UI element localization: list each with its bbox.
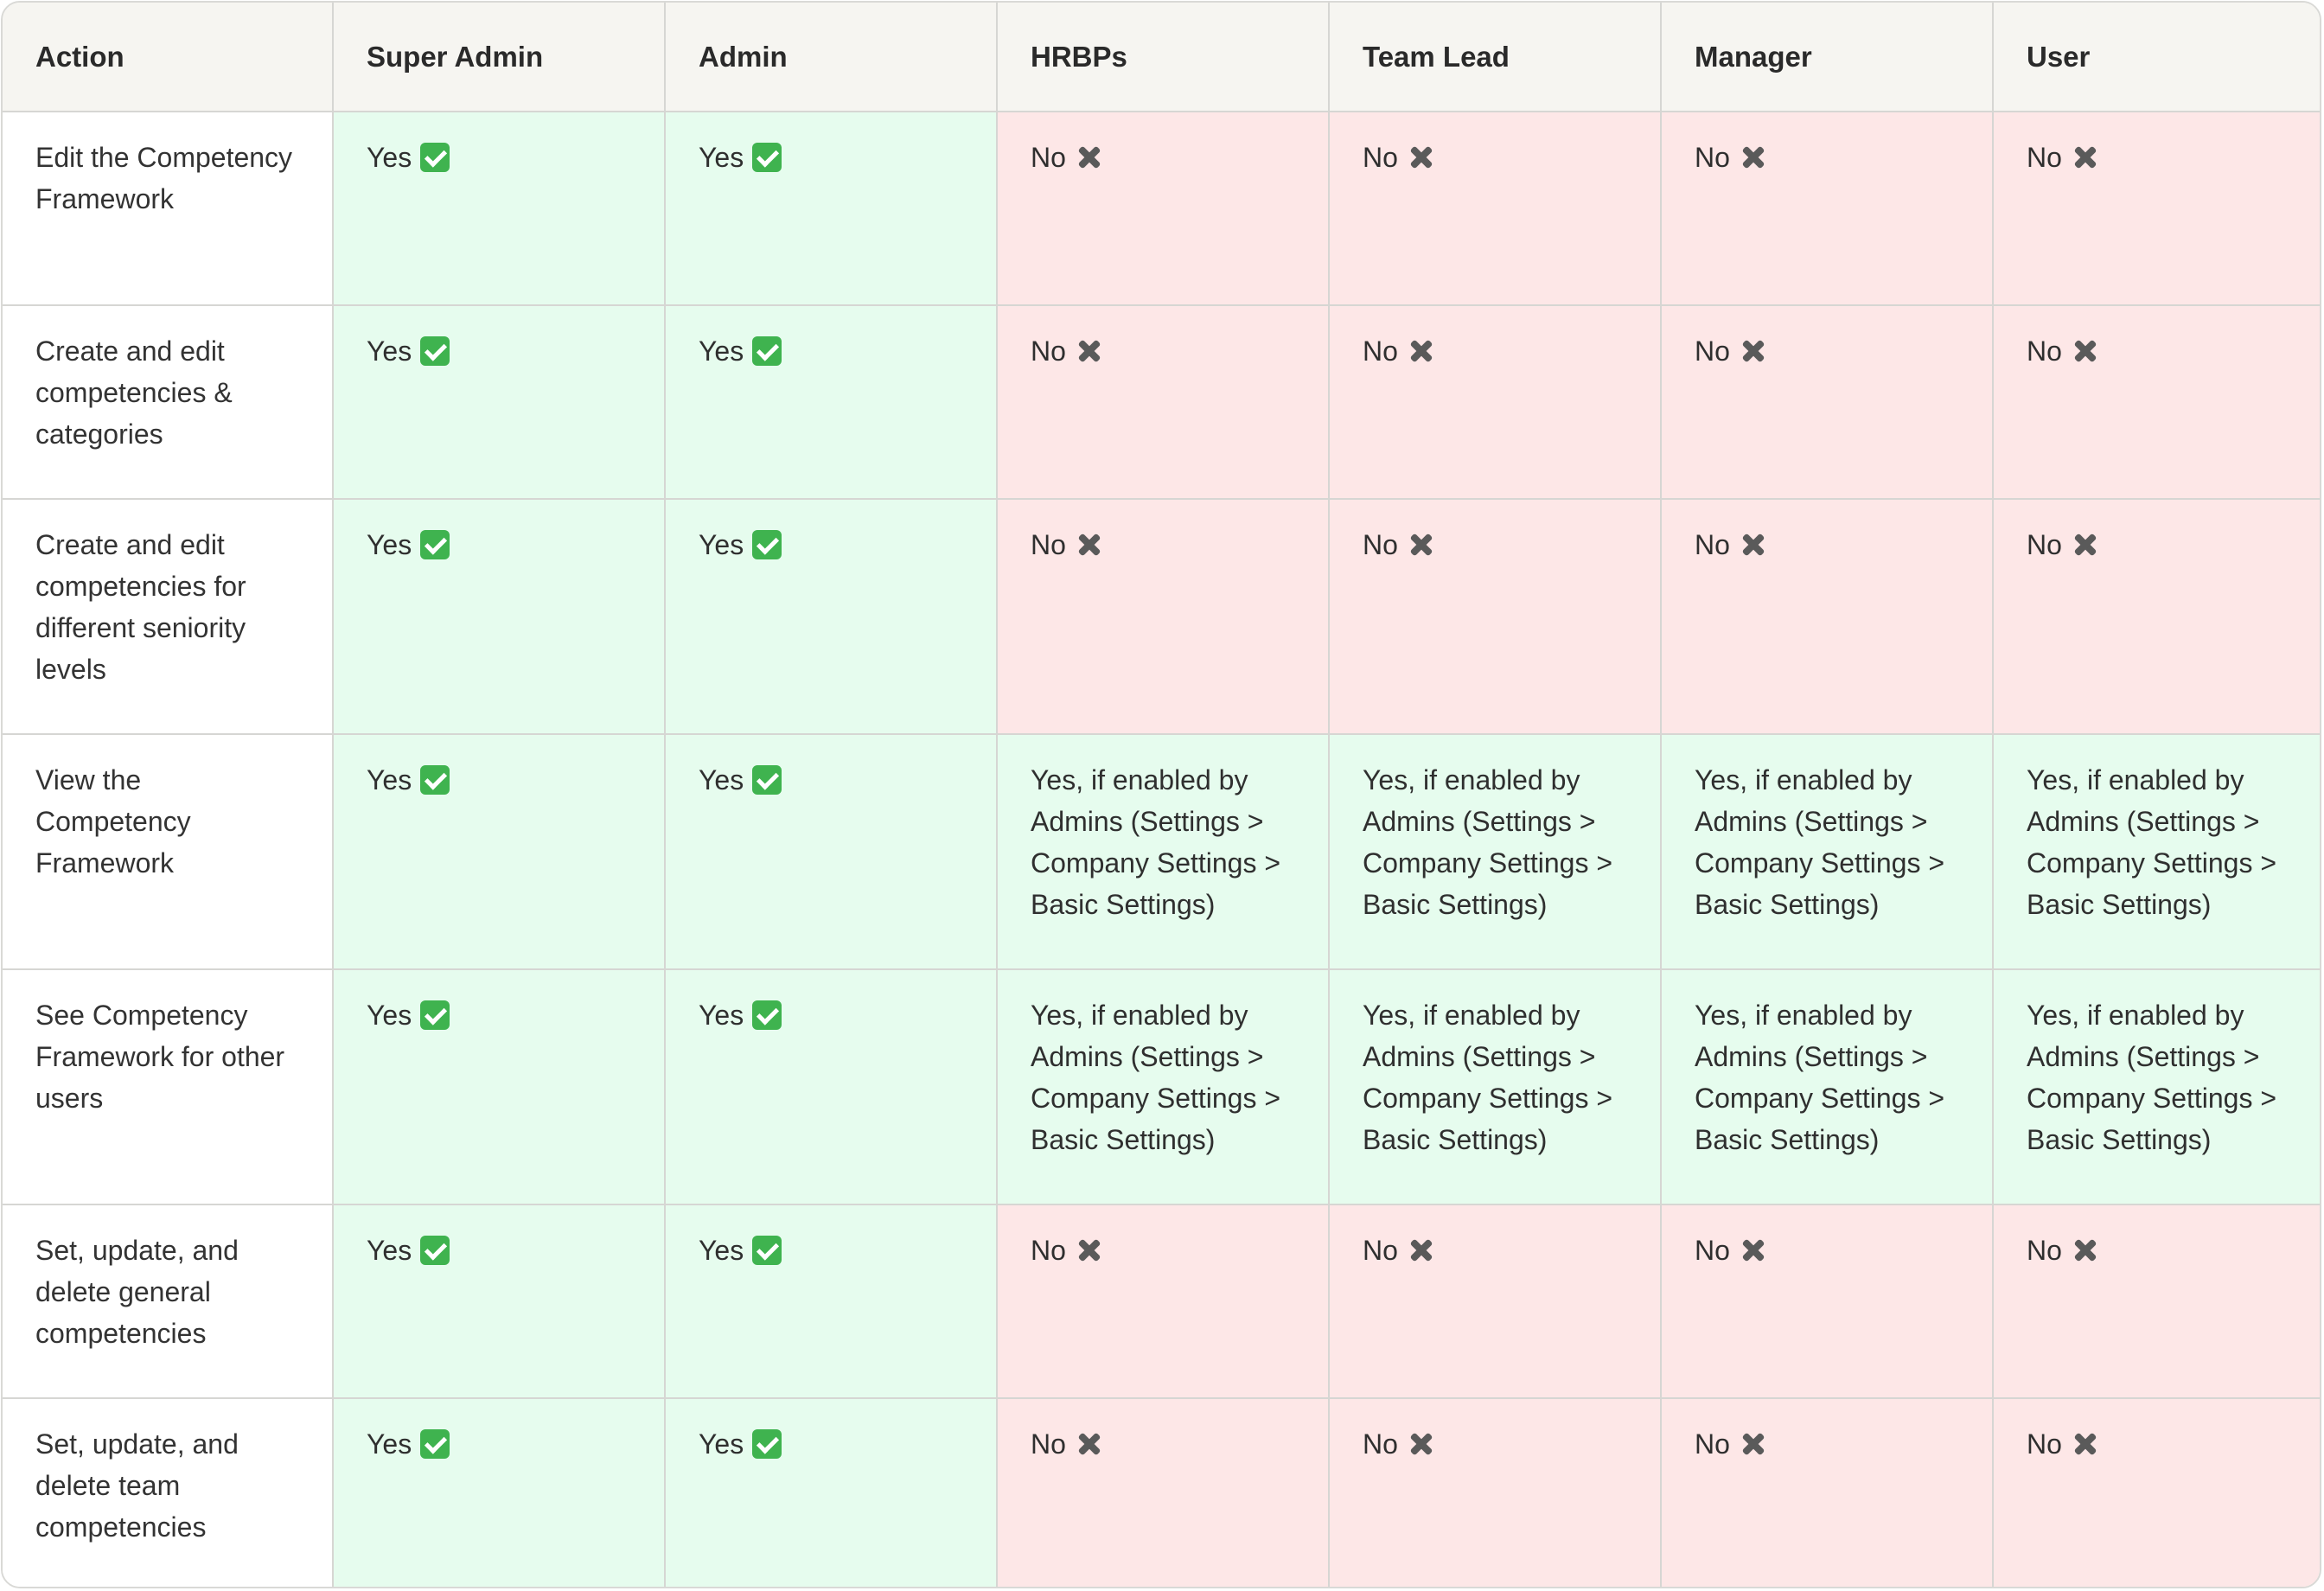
permission-text: No	[2027, 142, 2062, 173]
permission-cell-manager	[1661, 734, 1993, 969]
x-icon	[1407, 1236, 1436, 1265]
permissions-table	[1, 1, 2321, 1588]
permission-text: Yes, if enabled by Admins (Settings > Company Settings > Basic Settings)	[1695, 1000, 1945, 1155]
permission-cell-manager	[1661, 1398, 1993, 1588]
permission-text: Yes	[699, 529, 744, 560]
action-label: Create and edit competencies & categories	[35, 335, 233, 450]
x-icon	[1407, 143, 1436, 172]
permission-cell-admin	[665, 305, 997, 499]
permission-text: No	[1695, 335, 1730, 367]
check-icon	[420, 1000, 450, 1030]
permission-text: Yes, if enabled by Admins (Settings > Company Settings > Basic Settings)	[1363, 1000, 1613, 1155]
x-icon	[2071, 336, 2100, 366]
check-icon	[420, 1429, 450, 1459]
header-team-lead: Team Lead	[1329, 3, 1661, 112]
x-icon	[1075, 336, 1104, 366]
header-admin: Admin	[665, 3, 997, 112]
permission-text: Yes	[699, 1235, 744, 1266]
permission-cell-manager	[1661, 305, 1993, 499]
permission-cell-admin	[665, 734, 997, 969]
table-row	[3, 499, 2321, 734]
permission-text: No	[1031, 529, 1066, 560]
permission-text: Yes	[699, 764, 744, 796]
permission-cell-super-admin	[333, 112, 665, 305]
x-icon	[1075, 143, 1104, 172]
permission-text: Yes, if enabled by Admins (Settings > Company Settings > Basic Settings)	[2027, 1000, 2277, 1155]
x-icon	[1075, 530, 1104, 559]
permission-text: Yes, if enabled by Admins (Settings > Company Settings > Basic Settings)	[1031, 764, 1281, 920]
permission-cell-team-lead	[1329, 1398, 1661, 1588]
x-icon	[1407, 1429, 1436, 1459]
permission-cell-team-lead	[1329, 112, 1661, 305]
action-cell	[3, 1204, 333, 1398]
permission-cell-user	[1993, 1204, 2321, 1398]
permission-text: No	[1363, 335, 1398, 367]
x-icon	[1075, 1236, 1104, 1265]
permission-cell-admin	[665, 499, 997, 734]
check-icon	[752, 336, 782, 366]
permission-cell-admin	[665, 969, 997, 1204]
permission-cell-user	[1993, 305, 2321, 499]
table-row	[3, 969, 2321, 1204]
header-action: Action	[3, 3, 333, 112]
check-icon	[752, 1000, 782, 1030]
check-icon	[752, 1236, 782, 1265]
action-cell	[3, 1398, 333, 1588]
x-icon	[2071, 1236, 2100, 1265]
permission-text: Yes, if enabled by Admins (Settings > Company Settings > Basic Settings)	[1031, 1000, 1281, 1155]
permission-text: No	[1031, 1428, 1066, 1460]
permission-cell-hrbps	[997, 1398, 1329, 1588]
permission-text: No	[1031, 1235, 1066, 1266]
x-icon	[1739, 1429, 1768, 1459]
permission-cell-hrbps	[997, 305, 1329, 499]
permission-text: Yes	[367, 764, 412, 796]
permission-cell-user	[1993, 499, 2321, 734]
permission-cell-user	[1993, 969, 2321, 1204]
action-label: Create and edit competencies for different seniority levels	[35, 529, 246, 685]
permission-text: Yes	[699, 142, 744, 173]
permission-text: No	[1363, 142, 1398, 173]
permission-text: No	[2027, 1235, 2062, 1266]
permission-cell-super-admin	[333, 305, 665, 499]
permission-text: No	[2027, 1428, 2062, 1460]
table-row	[3, 305, 2321, 499]
x-icon	[1739, 1236, 1768, 1265]
table-row	[3, 734, 2321, 969]
header-manager: Manager	[1661, 3, 1993, 112]
permission-text: Yes, if enabled by Admins (Settings > Company Settings > Basic Settings)	[1695, 764, 1945, 920]
action-cell	[3, 499, 333, 734]
x-icon	[1407, 530, 1436, 559]
permission-text: Yes	[367, 1235, 412, 1266]
action-label: Set, update, and delete team competencies	[35, 1428, 239, 1543]
check-icon	[752, 143, 782, 172]
action-cell	[3, 305, 333, 499]
action-label: View the Competency Framework	[35, 764, 191, 879]
header-user: User	[1993, 3, 2321, 112]
x-icon	[2071, 143, 2100, 172]
action-label: See Competency Framework for other users	[35, 1000, 285, 1114]
permission-text: Yes, if enabled by Admins (Settings > Company Settings > Basic Settings)	[1363, 764, 1613, 920]
permission-cell-manager	[1661, 112, 1993, 305]
permission-cell-team-lead	[1329, 1204, 1661, 1398]
check-icon	[752, 530, 782, 559]
check-icon	[420, 530, 450, 559]
check-icon	[752, 765, 782, 795]
x-icon	[1739, 143, 1768, 172]
table-row	[3, 1398, 2321, 1588]
permission-cell-admin	[665, 1398, 997, 1588]
permission-text: No	[1695, 142, 1730, 173]
permission-text: No	[1363, 529, 1398, 560]
permission-cell-manager	[1661, 499, 1993, 734]
permission-text: No	[1363, 1428, 1398, 1460]
permission-cell-super-admin	[333, 969, 665, 1204]
permission-cell-user	[1993, 112, 2321, 305]
permission-cell-team-lead	[1329, 499, 1661, 734]
x-icon	[2071, 1429, 2100, 1459]
permission-cell-team-lead	[1329, 305, 1661, 499]
x-icon	[1075, 1429, 1104, 1459]
permission-text: No	[1695, 529, 1730, 560]
permission-text: Yes	[367, 1000, 412, 1031]
permission-text: Yes, if enabled by Admins (Settings > Company Settings > Basic Settings)	[2027, 764, 2277, 920]
action-label: Edit the Competency Framework	[35, 142, 293, 214]
permission-cell-admin	[665, 112, 997, 305]
permission-text: Yes	[367, 529, 412, 560]
permission-cell-team-lead	[1329, 734, 1661, 969]
permission-cell-super-admin	[333, 1398, 665, 1588]
x-icon	[1739, 336, 1768, 366]
permission-text: No	[2027, 529, 2062, 560]
header-hrbps: HRBPs	[997, 3, 1329, 112]
permission-cell-super-admin	[333, 734, 665, 969]
permission-text: No	[2027, 335, 2062, 367]
permission-cell-manager	[1661, 969, 1993, 1204]
permission-cell-super-admin	[333, 1204, 665, 1398]
x-icon	[2071, 530, 2100, 559]
permission-cell-hrbps	[997, 1204, 1329, 1398]
permission-cell-user	[1993, 1398, 2321, 1588]
action-cell	[3, 969, 333, 1204]
permission-text: Yes	[367, 1428, 412, 1460]
permission-cell-admin	[665, 1204, 997, 1398]
table-row	[3, 112, 2321, 305]
permission-cell-hrbps	[997, 734, 1329, 969]
permission-text: Yes	[699, 1428, 744, 1460]
check-icon	[420, 336, 450, 366]
permission-text: Yes	[699, 335, 744, 367]
permission-text: Yes	[367, 142, 412, 173]
permission-cell-hrbps	[997, 112, 1329, 305]
action-cell	[3, 112, 333, 305]
table-row	[3, 1204, 2321, 1398]
permission-text: No	[1695, 1235, 1730, 1266]
action-cell	[3, 734, 333, 969]
permission-text: No	[1363, 1235, 1398, 1266]
header-row	[3, 3, 2321, 112]
permission-text: Yes	[367, 335, 412, 367]
x-icon	[1407, 336, 1436, 366]
permission-cell-manager	[1661, 1204, 1993, 1398]
permission-text: No	[1695, 1428, 1730, 1460]
permission-text: Yes	[699, 1000, 744, 1031]
header-super-admin: Super Admin	[333, 3, 665, 112]
check-icon	[752, 1429, 782, 1459]
permission-cell-user	[1993, 734, 2321, 969]
permission-text: No	[1031, 335, 1066, 367]
permission-text: No	[1031, 142, 1066, 173]
check-icon	[420, 143, 450, 172]
permissions-grid	[3, 3, 2321, 1588]
action-label: Set, update, and delete general competencies	[35, 1235, 239, 1349]
check-icon	[420, 1236, 450, 1265]
x-icon	[1739, 530, 1768, 559]
permission-cell-hrbps	[997, 499, 1329, 734]
permission-cell-super-admin	[333, 499, 665, 734]
check-icon	[420, 765, 450, 795]
permission-cell-hrbps	[997, 969, 1329, 1204]
permission-cell-team-lead	[1329, 969, 1661, 1204]
